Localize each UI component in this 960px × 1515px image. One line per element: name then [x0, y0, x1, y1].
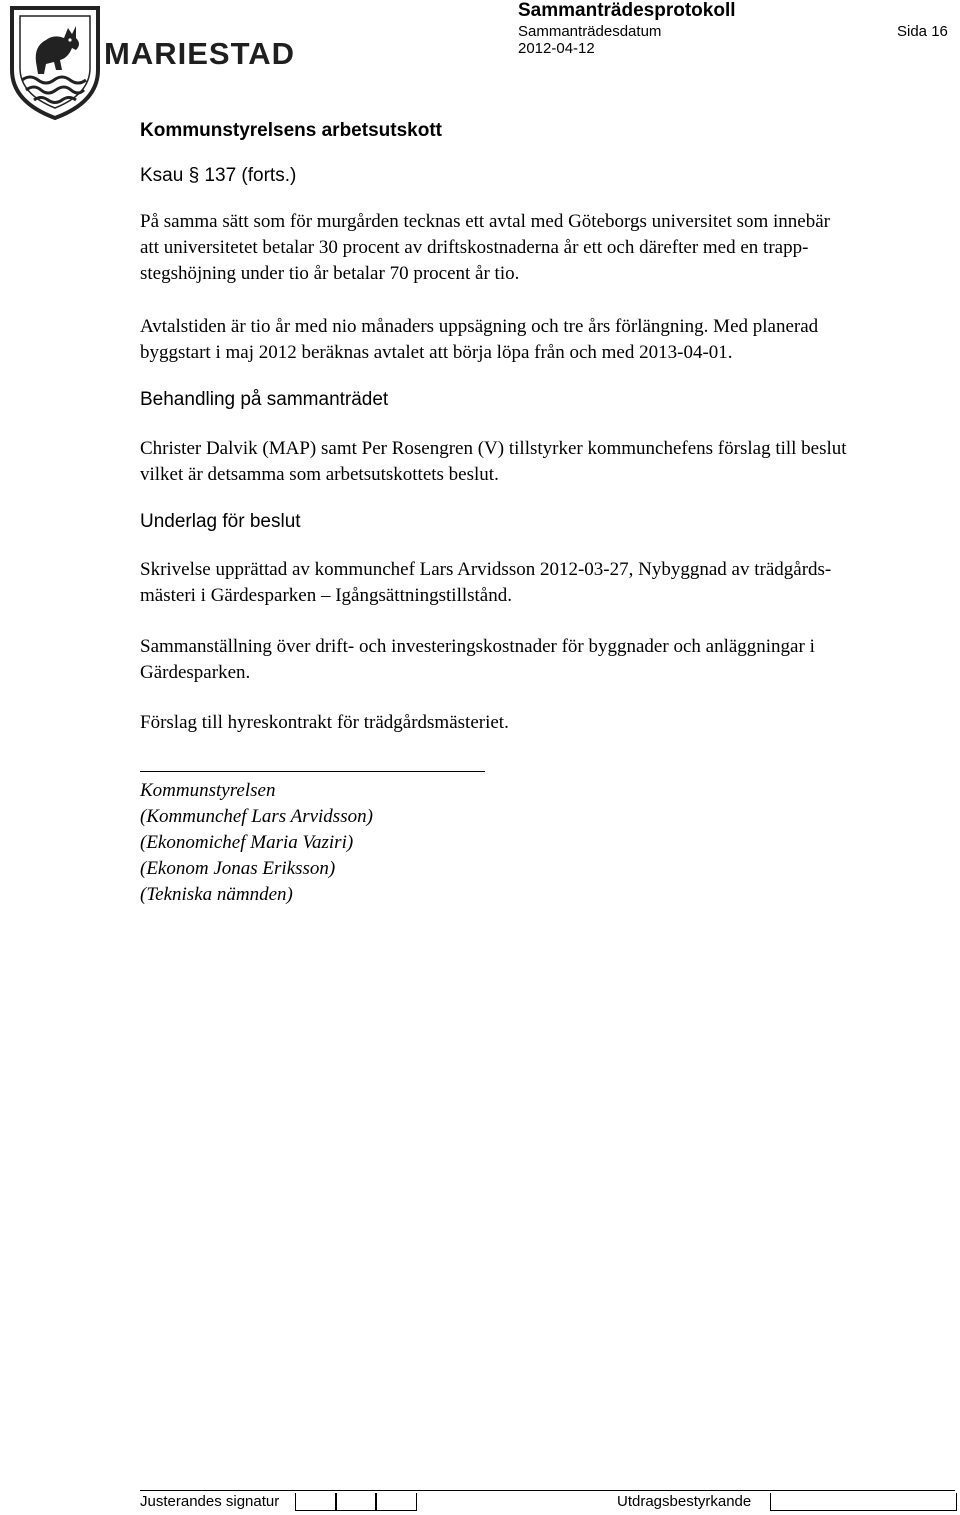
- meeting-date-label: Sammanträdesdatum: [518, 23, 662, 40]
- committee-title: Kommunstyrelsens arbetsutskott: [140, 120, 442, 141]
- signature-box: [375, 1493, 417, 1511]
- signature-box: [295, 1493, 337, 1511]
- paragraph-line: Sammanställning över drift- och investeringskostnader för byggnader och anläggningar i: [140, 636, 815, 657]
- paragraph-line: Avtalstiden är tio år med nio månaders uppsägning och tre års förlängning. Med planerad: [140, 316, 819, 337]
- paragraph-underlag-2: [140, 634, 955, 686]
- signature-label: Justerandes signatur: [140, 1493, 280, 1510]
- paragraph-line: Förslag till hyreskontrakt för trädgårdsmästeriet.: [140, 712, 509, 733]
- section-reference: Ksau § 137 (forts.): [140, 165, 297, 186]
- extract-certification-label: Utdragsbestyrkande: [617, 1493, 752, 1510]
- meeting-date-value: 2012-04-12: [518, 40, 595, 57]
- extract-certification-box: [770, 1493, 957, 1511]
- heading-behandling: Behandling på sammanträdet: [140, 389, 389, 410]
- paragraph-line: Christer Dalvik (MAP) samt Per Rosengren (V) tillstyrker kommunchefens förslag till beslut: [140, 438, 847, 459]
- paragraph-line: byggstart i maj 2012 beräknas avtalet att börja löpa från och med 2013-04-01.: [140, 342, 733, 363]
- paragraph-line: Skrivelse upprättad av kommunchef Lars Arvidsson 2012-03-27, Nybyggnad av trädgårds-: [140, 559, 832, 580]
- logo-wordmark: MARIESTAD: [104, 36, 295, 71]
- paragraph-line: stegshöjning under tio år betalar 70 procent år tio.: [140, 263, 520, 284]
- signature-box: [335, 1493, 377, 1511]
- paragraph-behandling: [140, 436, 955, 488]
- protocol-title: Sammanträdesprotokoll: [518, 0, 736, 21]
- paragraph-contract-period: [140, 314, 955, 366]
- distribution-item: (Ekonom Jonas Eriksson): [140, 858, 336, 879]
- paragraph-line: På samma sätt som för murgården tecknas ett avtal med Göteborgs universitet som innebär: [140, 211, 830, 232]
- distribution-item: (Kommunchef Lars Arvidsson): [140, 806, 373, 827]
- paragraph-line: mästeri i Gärdesparken – Igångsättningstillstånd.: [140, 585, 512, 606]
- heading-underlag: Underlag för beslut: [140, 511, 301, 532]
- paragraph-underlag-3: [140, 710, 955, 736]
- paragraph-underlag-1: [140, 557, 955, 609]
- distribution-divider: [140, 771, 485, 772]
- distribution-list: [140, 778, 373, 908]
- distribution-item: Kommunstyrelsen: [140, 780, 276, 801]
- paragraph-agreement: [140, 209, 955, 287]
- paragraph-line: vilket är detsamma som arbetsutskottets beslut.: [140, 464, 499, 485]
- paragraph-line: Gärdesparken.: [140, 662, 251, 683]
- footer-divider: [140, 1490, 955, 1491]
- distribution-item: (Ekonomichef Maria Vaziri): [140, 832, 354, 853]
- distribution-item: (Tekniska nämnden): [140, 884, 293, 905]
- mariestad-logo: [6, 4, 295, 122]
- coat-of-arms-icon: [12, 8, 98, 118]
- paragraph-line: att universitetet betalar 30 procent av driftskostnaderna år ett och därefter med en trapp-: [140, 237, 809, 258]
- page-number: Sida 16: [897, 23, 948, 40]
